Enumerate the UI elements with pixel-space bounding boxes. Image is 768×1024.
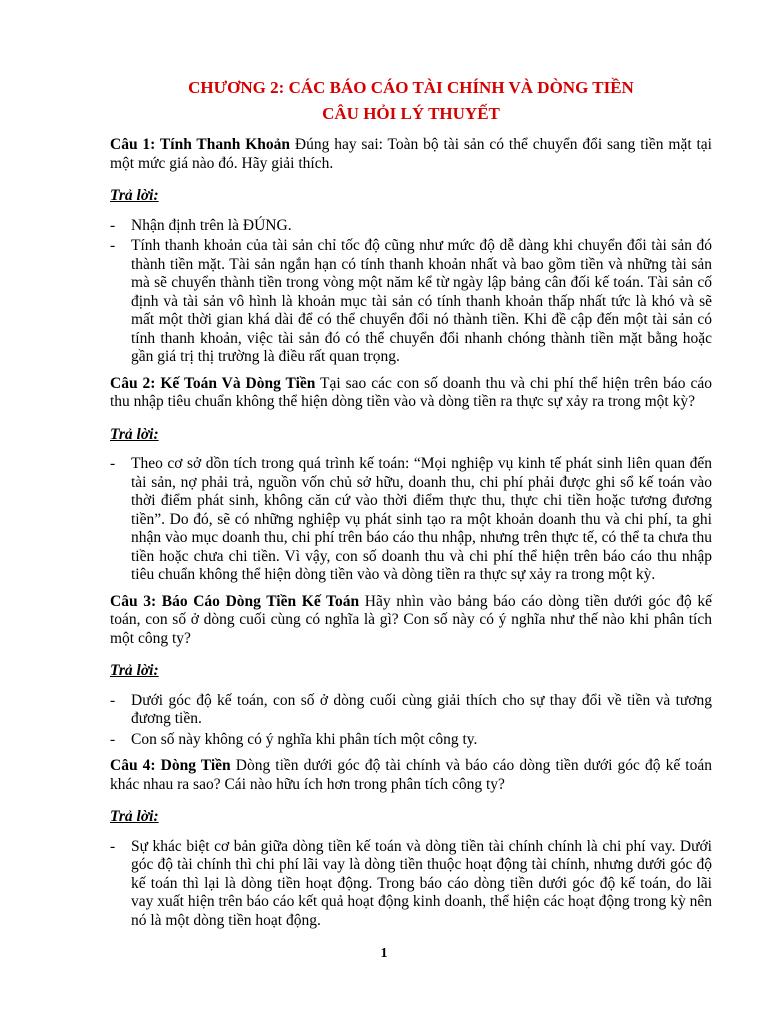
question-4-text: Dòng tiền dưới góc độ tài chính và báo cáo dòng tiền dưới góc độ kế toán khác nhau ra sao? Cái nào hữu ích hơn trong phân tích công ty?	[110, 757, 712, 793]
question-1-text: Đúng hay sai: Toàn bộ tài sản có thể chuyển đổi sang tiền mặt tại một mức giá nào đó. Hãy giải thích.	[110, 136, 712, 172]
answer-1-label: Trả lời:	[110, 187, 159, 204]
answer-text: Con số này không có ý nghĩa khi phân tích một công ty.	[131, 730, 478, 748]
answer-text: Tính thanh khoản của tài sản chỉ tốc độ cũng như mức độ dễ dàng khi chuyển đổi tài sản đó thành tiền mặt. Tài sản ngắn hạn có tính thanh khoản nhất và bao gồm tiền và những tài sản mà sẽ chuyển thành tiền trong vòng một năm kể từ ngày lập bảng cân đối kế toán. Tài sản cố định và tài sản vô hình là khoản mục tài sản có tính thanh khoản thấp nhất tức là khó và sẽ mất một thời gian khá dài để có thể chuyển đổi nó thành tiền. Khi đề cập đến một tài sản có tính thanh khoản, việc tài sản đó có thể chuyển đổi nhanh chóng thành tiền mặt bằng hoặc gần giá trị thị trường là điều rất quan trọng.	[131, 237, 712, 365]
answer-1-list	[110, 217, 712, 367]
answer-text: Nhận định trên là ĐÚNG.	[131, 216, 292, 234]
question-4	[110, 757, 712, 794]
question-2-label: Câu 2: Kế Toán Và Dòng Tiền	[110, 374, 316, 392]
answer-text: Dưới góc độ kế toán, con số ở dòng cuối cùng giải thích cho sự thay đổi về tiền và tương đương tiền.	[131, 691, 712, 727]
question-4-label: Câu 4: Dòng Tiền	[110, 757, 231, 774]
answer-text: Sự khác biệt cơ bản giữa dòng tiền kế toán và dòng tiền tài chính chính là chi phí vay. Dưới góc độ tài chính thì chi phí lãi vay là dòng tiền thuộc hoạt động tài chính, nhưng dưới góc độ kế toán thì lại là dòng tiền hoạt động. Trong báo cáo dòng tiền dưới góc độ kế toán, do lãi vay xuất hiện trên báo cáo kết quả hoạt động kinh doanh, thể hiện các hoạt động trong kỳ nên nó là một dòng tiền hoạt động.	[131, 837, 712, 929]
dash-bullet: -	[110, 691, 116, 709]
dash-bullet: -	[110, 216, 116, 234]
answer-item	[110, 731, 712, 750]
dash-bullet: -	[110, 237, 116, 254]
question-1	[110, 136, 712, 173]
answer-text: Theo cơ sở dồn tích trong quá trình kế toán: “Mọi nghiệp vụ kinh tế phát sinh liên quan đến tài sản, nợ phải trả, nguồn vốn chủ sở hữu, doanh thu, chi phí phải được ghi sổ kế toán vào thời điểm phát sinh, không căn cứ vào thời điểm thực thu, thực chi tiền hoặc tương đương tiền”. Do đó, sẽ có những nghiệp vụ phát sinh tạo ra một khoản doanh thu và chi phí, ta ghi nhận vào mục doanh thu, chi phí trên báo cáo thu nhập, nhưng trên thực tế, có thể ta chưa thu tiền hoặc chưa chi tiền. Vì vậy, con số doanh thu và chi phí thể hiện trên báo cáo thu nhập tiêu chuẩn không thể hiện dòng tiền vào và dòng tiền ra thực sự xảy ra trong một kỳ.	[131, 455, 712, 583]
section-subtitle: CÂU HỎI LÝ THUYẾT	[322, 104, 500, 123]
question-3	[110, 593, 712, 649]
chapter-title: CHƯƠNG 2: CÁC BÁO CÁO TÀI CHÍNH VÀ DÒNG TIỀN	[188, 78, 634, 97]
page-number: 1	[380, 946, 388, 961]
answer-4-label: Trả lời:	[110, 808, 159, 825]
dash-bullet: -	[110, 837, 116, 855]
dash-bullet: -	[110, 730, 116, 748]
answer-item	[110, 455, 712, 585]
answer-3-label: Trả lời:	[110, 662, 159, 679]
dash-bullet: -	[110, 455, 116, 472]
question-3-label: Câu 3: Báo Cáo Dòng Tiền Kế Toán	[110, 592, 360, 610]
answer-2-label: Trả lời:	[110, 425, 159, 443]
question-3-text: Hãy nhìn vào bảng báo cáo dòng tiền dưới góc độ kế toán, con số ở dòng cuối cùng có nghĩa là gì? Con số này có ý nghĩa như thế nào khi phân tích một công ty?	[110, 592, 713, 647]
answer-item	[110, 838, 712, 931]
answer-2-list	[110, 455, 712, 585]
question-1-label: Câu 1: Tính Thanh Khoản	[110, 136, 291, 153]
answer-item	[110, 237, 712, 367]
answer-3-list	[110, 692, 712, 750]
answer-item	[110, 217, 712, 236]
answer-item	[110, 692, 712, 729]
answer-4-list	[110, 838, 712, 931]
question-2	[110, 375, 712, 412]
question-2-text: Tại sao các con số doanh thu và chi phí thể hiện trên báo cáo thu nhập tiêu chuẩn không thể hiện dòng tiền vào và dòng tiền ra thực sự xảy ra trong một kỳ?	[110, 374, 712, 410]
